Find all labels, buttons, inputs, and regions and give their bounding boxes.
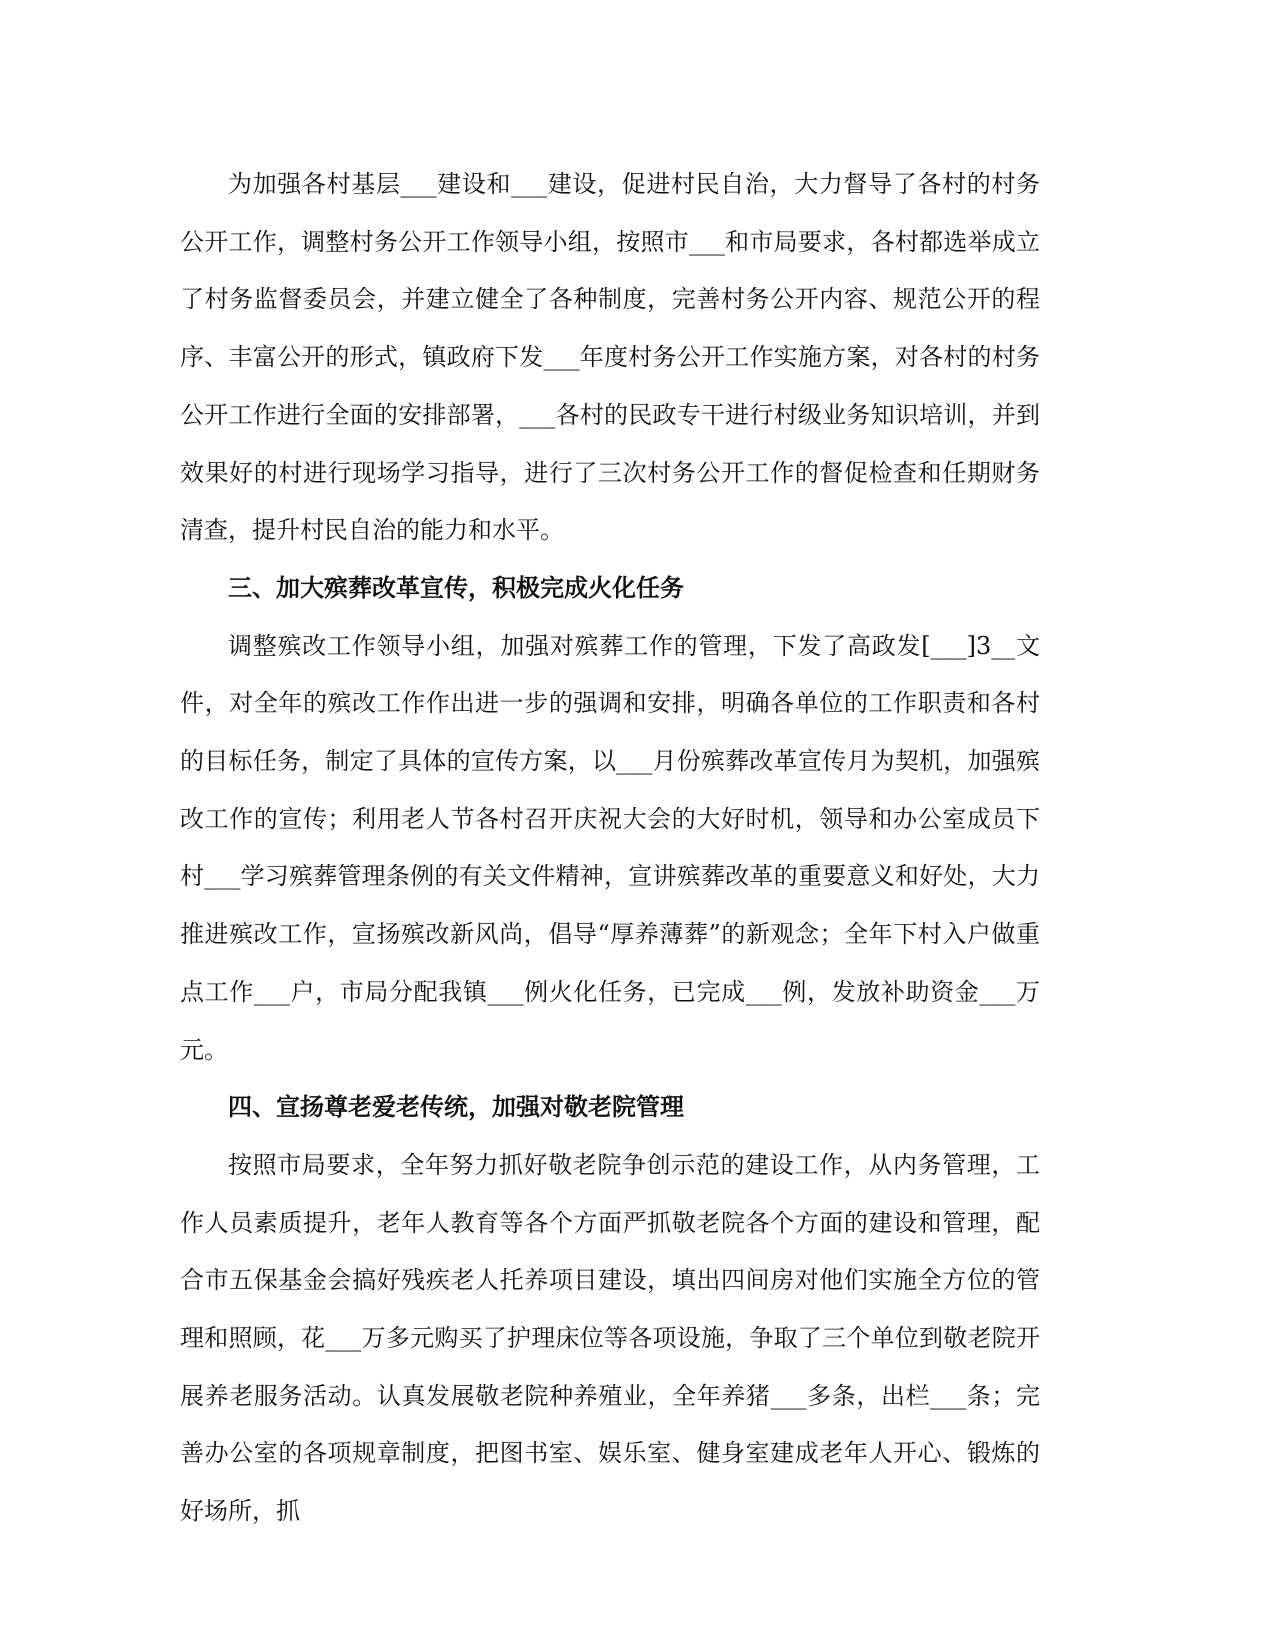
section-heading-elderly-care: 四、宣扬尊老爱老传统，加强对敬老院管理 <box>228 1093 684 1122</box>
paragraph-funeral-reform: 调整殡改工作领导小组，加强对殡葬工作的管理，下发了高政发[___]3__文件，对全年的殡改工作作出进一步的强调和安排，明确各单位的工作职责和各村的目标任务，制定了具体的宣传方案，以___月份殡葬改革宣传月为契机，加强殡改工作的宣传；利用老人节各村召开庆祝大会的大好时机，领导和办公室成员下村___学习殡葬管理条例的有关文件精神，宣讲殡葬改革的重要意义和好处，大力推进殡改工作，宣扬殡改新风尚，倡导“厚养薄葬”的新观念；全年下村入户做重点工作___户，市局分配我镇___例火化任务，已完成___例，发放补助资金___万元。 <box>180 631 1040 1064</box>
paragraph-elderly-care: 按照市局要求，全年努力抓好敬老院争创示范的建设工作，从内务管理，工作人员素质提升，老年人教育等各个方面严抓敬老院各个方面的建设和管理，配合市五保基金会搞好残疾老人托养项目建设，填出四间房对他们实施全方位的管理和照顾，花___万多元购买了护理床位等各项设施，争取了三个单位到敬老院开展养老服务活动。认真发展敬老院种养殖业，全年养猪___多条，出栏___条；完善办公室的各项规章制度，把图书室、娱乐室、健身室建成老年人开心、锻炼的好场所，抓 <box>180 1150 1040 1526</box>
paragraph-village-affairs: 为加强各村基层___建设和___建设，促进村民自治，大力督导了各村的村务公开工作，调整村务公开工作领导小组，按照市___和市局要求，各村都选举成立了村务监督委员会，并建立健全了各种制度，完善村务公开内容、规范公开的程序、丰富公开的形式，镇政府下发___年度村务公开工作实施方案，对各村的村务公开工作进行全面的安排部署，___各村的民政专干进行村级业务知识培训，并到效果好的村进行现场学习指导，进行了三次村务公开工作的督促检查和任期财务清查，提升村民自治的能力和水平。 <box>180 170 1040 545</box>
section-heading-funeral-reform: 三、加大殡葬改革宣传，积极完成火化任务 <box>228 573 684 602</box>
document-body <box>180 156 1040 1541</box>
